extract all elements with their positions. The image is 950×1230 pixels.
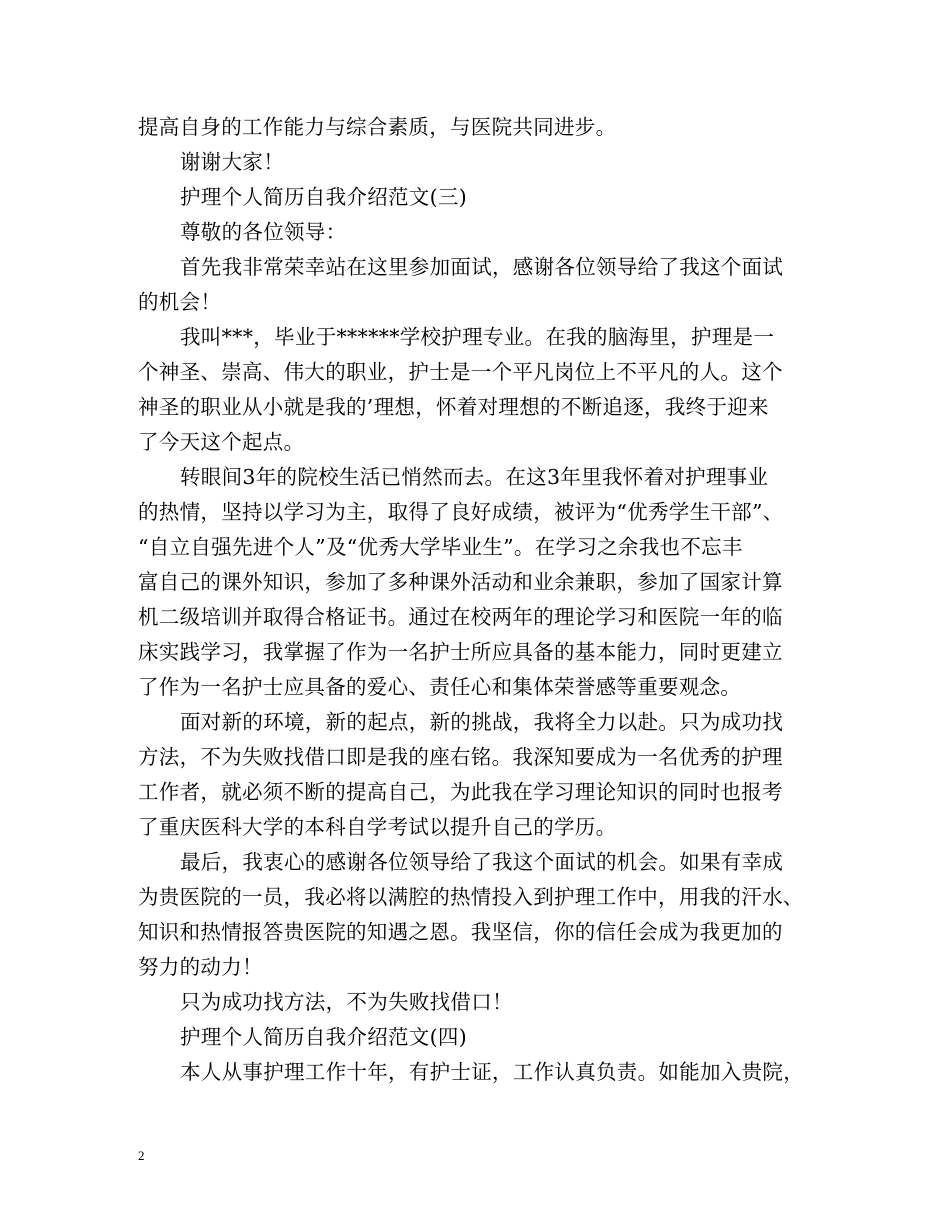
- text-line: 本人从事护理工作十年，有护士证，工作认真负责。如能加入贵院，: [180, 1060, 804, 1084]
- text-line: 努力的动力！: [138, 955, 263, 979]
- text-line: 个神圣、崇高、伟大的职业，护士是一个平凡岗位上不平凡的人。这个: [138, 360, 783, 384]
- text-line: 知识和热情报答贵医院的知遇之恩。我坚信，你的信任会成为我更加的: [138, 920, 783, 944]
- text-line: 面对新的环境，新的起点，新的挑战，我将全力以赴。只为成功找: [180, 710, 784, 734]
- text-line: 转眼间3年的院校生活已悄然而去。在这3年里我怀着对护理事业: [180, 465, 769, 489]
- text-line: 了重庆医科大学的本科自学考试以提升自己的学历。: [138, 815, 617, 839]
- text-line: 最后，我衷心的感谢各位领导给了我这个面试的机会。如果有幸成: [180, 850, 784, 874]
- section-heading: 护理个人简历自我介绍范文(三): [180, 185, 467, 209]
- text-line: 我叫***，毕业于******学校护理专业。在我的脑海里，护理是一: [180, 325, 775, 349]
- text-line: 只为成功找方法，不为失败找借口！: [180, 990, 513, 1014]
- text-line: 机二级培训并取得合格证书。通过在校两年的理论学习和医院一年的临: [138, 605, 783, 629]
- text-line: 方法，不为失败找借口即是我的座右铭。我深知要成为一名优秀的护理: [138, 745, 783, 769]
- text-line: 床实践学习，我掌握了作为一名护士所应具备的基本能力，同时更建立: [138, 640, 783, 664]
- section-heading: 护理个人简历自我介绍范文(四): [180, 1025, 467, 1049]
- text-line: 了今天这个起点。: [138, 430, 305, 454]
- text-line: 神圣的职业从小就是我的’理想，怀着对理想的不断追逐，我终于迎来: [138, 395, 769, 419]
- salutation: 尊敬的各位领导：: [180, 220, 347, 244]
- text-line: 富自己的课外知识，参加了多种课外活动和业余兼职，参加了国家计算: [138, 570, 783, 594]
- text-line: 为贵医院的一员，我必将以满腔的热情投入到护理工作中，用我的汗水、: [138, 885, 804, 909]
- page-number: 2: [138, 1148, 145, 1163]
- text-line: 首先我非常荣幸站在这里参加面试，感谢各位领导给了我这个面试: [180, 255, 784, 279]
- text-line: 的热情，坚持以学习为主，取得了良好成绩，被评为“优秀学生干部”、: [138, 500, 784, 524]
- text-line: 的机会！: [138, 290, 222, 314]
- text-line: 提高自身的工作能力与综合素质，与医院共同进步。: [138, 115, 617, 139]
- document-body: [138, 110, 828, 1090]
- text-line: 了作为一名护士应具备的爱心、责任心和集体荣誉感等重要观念。: [138, 675, 742, 699]
- text-line: “自立自强先进个人”及“优秀大学毕业生”。在学习之余我也不忘丰: [138, 535, 743, 559]
- text-line: 工作者，就必须不断的提高自己，为此我在学习理论知识的同时也报考: [138, 780, 783, 804]
- text-line: 谢谢大家！: [180, 150, 284, 174]
